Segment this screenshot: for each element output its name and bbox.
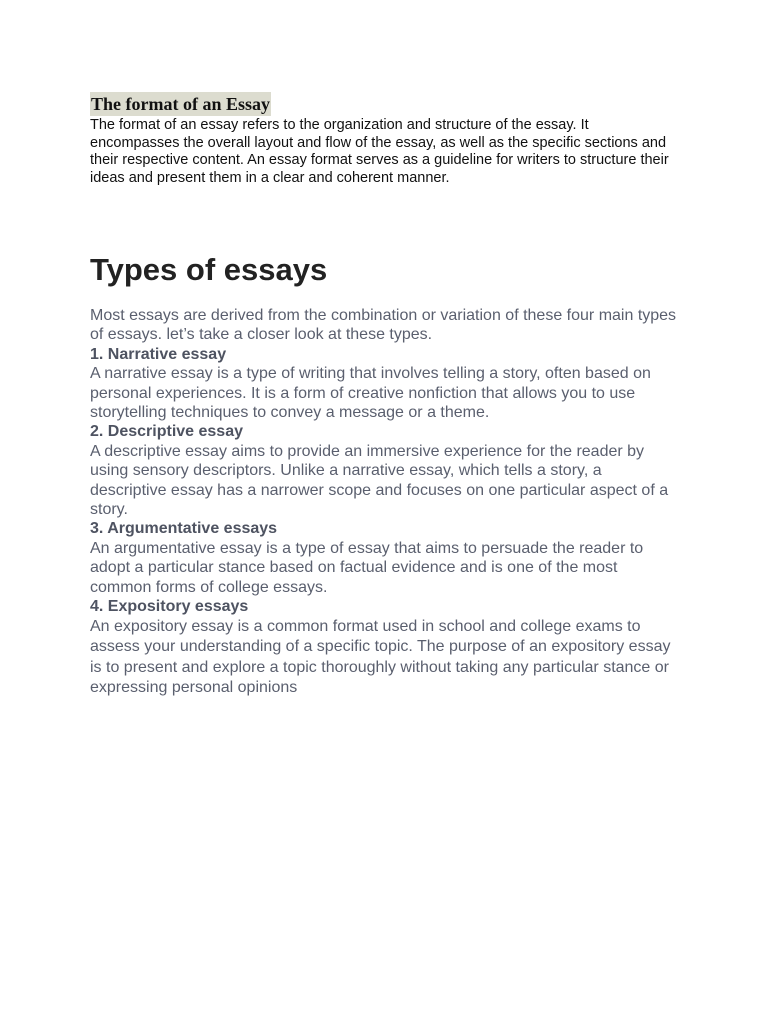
expository-essay-heading: 4. Expository essays	[90, 598, 249, 616]
narrative-essay-heading: 1. Narrative essay	[90, 345, 227, 363]
document-page	[90, 92, 680, 697]
descriptive-essay-description: A descriptive essay aims to provide an immersive experience for the reader by using sensory descriptors. Unlike a narrative essay, which tells a story, a descriptive essay has a narrower scope and focuses on one particular aspect of a story.	[90, 442, 669, 519]
essay-types-heading: Types of essays	[90, 252, 328, 287]
descriptive-essay-heading: 2. Descriptive essay	[90, 423, 243, 441]
argumentative-essay-description: An argumentative essay is a type of essay that aims to persuade the reader to adopt a particular stance based on factual evidence and is one of the most common forms of college essays.	[90, 539, 644, 596]
argumentative-essay-heading: 3. Argumentative essays	[90, 520, 278, 538]
essay-format-paragraph: The format of an essay refers to the organization and structure of the essay. It encompasses the overall layout and flow of the essay, as well as the specific sections and their respective content. An essay format serves as a guideline for writers to structure their ideas and present them in a clear and coherent manner.	[90, 117, 669, 186]
narrative-essay-description: A narrative essay is a type of writing that involves telling a story, often based on personal experiences. It is a form of creative nonfiction that allows you to use storytelling techniques to convey a message or a theme.	[90, 365, 651, 422]
essay-types-section	[90, 250, 680, 699]
essay-types-intro: Most essays are derived from the combination or variation of these four main types of essays. let’s take a closer look at these types.	[90, 307, 677, 344]
essay-format-section	[90, 92, 680, 187]
essay-format-heading: The format of an Essay	[91, 94, 270, 114]
expository-essay-description: An expository essay is a common format used in school and college exams to assess your understanding of a specific topic. The purpose of an expository essay is to present and explore a topic thoroughly without taking any particular stance or expressing personal opinions	[90, 617, 671, 697]
